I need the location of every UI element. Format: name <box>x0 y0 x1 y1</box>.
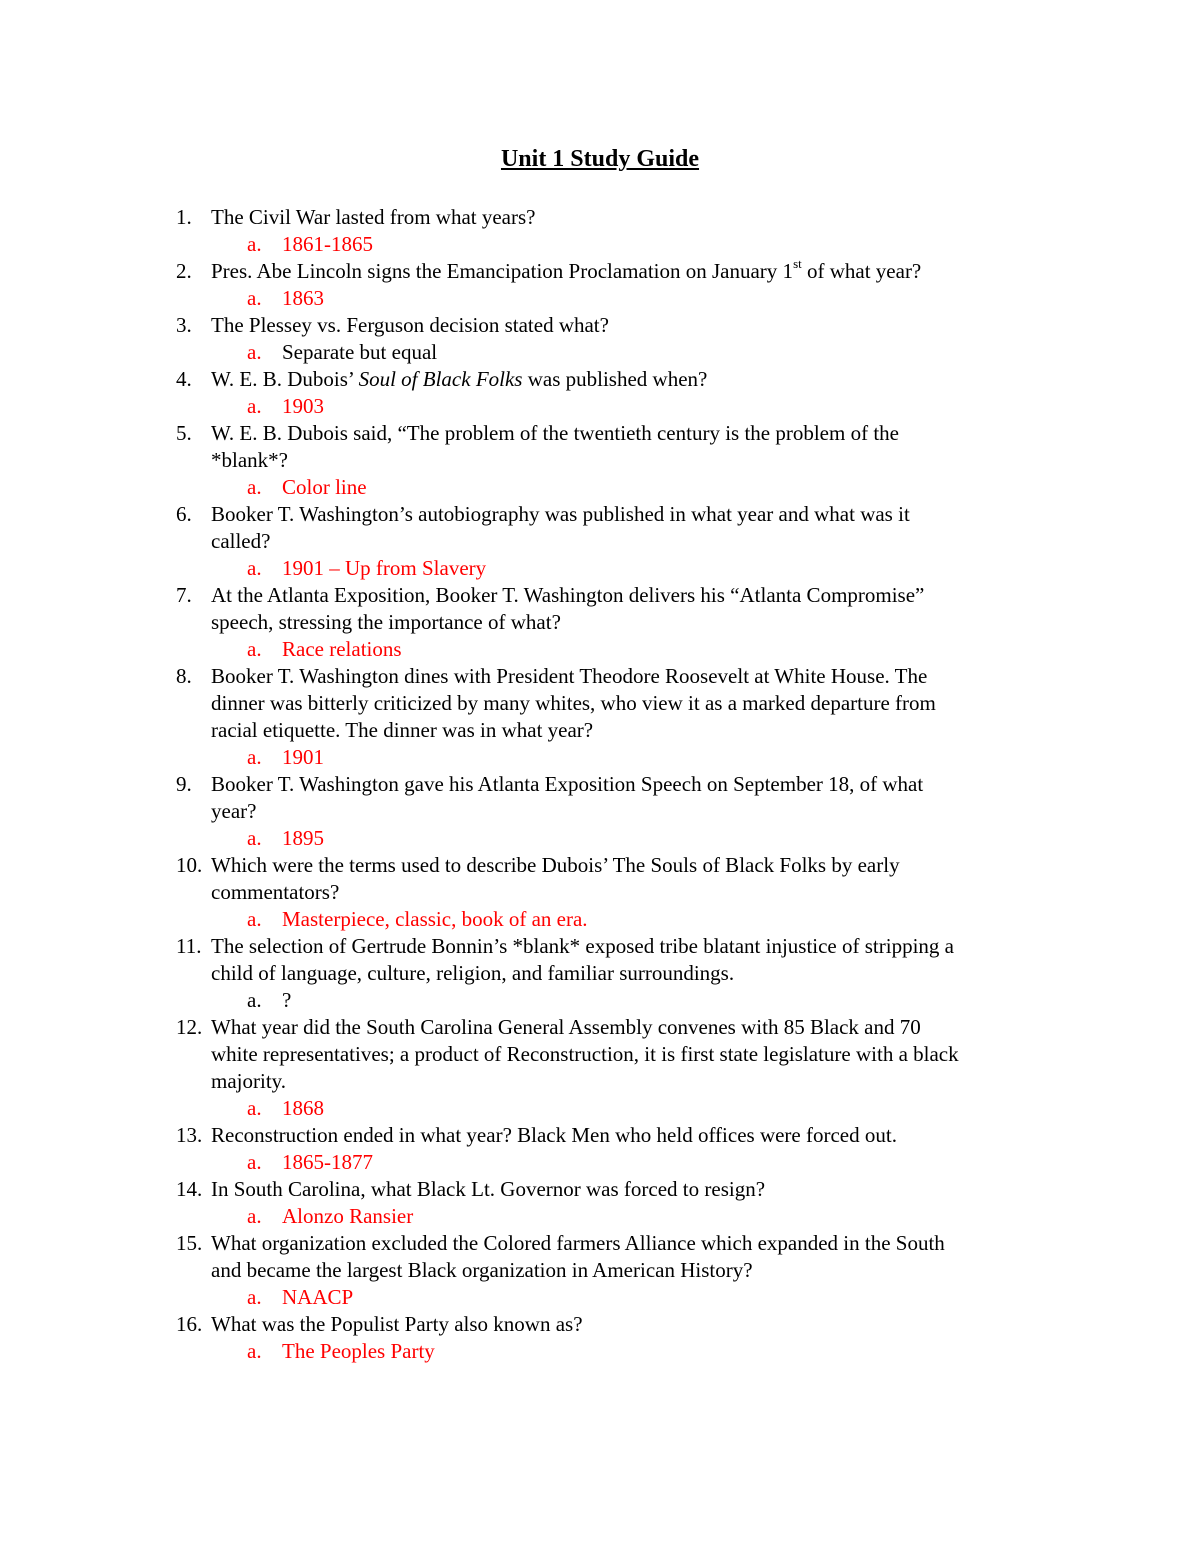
question-text <box>211 258 1056 285</box>
answer-marker: a. <box>247 394 262 418</box>
question-number: 16. <box>176 1312 203 1336</box>
answer-line <box>211 393 1056 420</box>
question-text: Reconstruction ended in what year? Black Men who held offices were forced out. <box>211 1123 897 1147</box>
answer-line <box>211 1149 1056 1176</box>
answer-line <box>211 1284 1056 1311</box>
answer-text: 1868 <box>282 1096 324 1120</box>
answer-line <box>211 744 1056 771</box>
answer-line <box>211 231 1056 258</box>
list-item <box>176 852 1056 933</box>
answer-marker: a. <box>247 745 262 769</box>
question-number: 12. <box>176 1015 203 1039</box>
answer-marker: a. <box>247 232 262 256</box>
answer-text: 1895 <box>282 826 324 850</box>
question-number: 3. <box>176 313 192 337</box>
list-item <box>176 1176 1056 1230</box>
question-number: 11. <box>176 934 202 958</box>
answer-text: Color line <box>282 475 367 499</box>
list-item <box>176 582 1056 663</box>
question-text: speech, stressing the importance of what? <box>211 610 561 634</box>
answer-marker: a. <box>247 286 262 310</box>
ordinal-superscript: st <box>793 256 802 271</box>
question-text: At the Atlanta Exposition, Booker T. Washington delivers his “Atlanta Compromise” <box>211 583 925 607</box>
list-item <box>176 258 1056 312</box>
list-item <box>176 501 1056 582</box>
question-text: W. E. B. Dubois said, “The problem of the twentieth century is the problem of the <box>211 421 899 445</box>
answer-text: ? <box>282 988 292 1012</box>
answer-text: 1901 <box>282 745 324 769</box>
question-number: 14. <box>176 1177 203 1201</box>
question-text <box>211 366 1056 393</box>
answer-line <box>211 906 1056 933</box>
question-text-part: W. E. B. Dubois’ <box>211 367 359 391</box>
answer-marker: a. <box>247 1096 262 1120</box>
answer-text: The Peoples Party <box>282 1339 435 1363</box>
answer-marker: a. <box>247 826 262 850</box>
question-text: *blank*? <box>211 448 288 472</box>
list-item <box>176 204 1056 258</box>
answer-line <box>211 987 1056 1014</box>
answer-text: 1863 <box>282 286 324 310</box>
question-number: 1. <box>176 205 192 229</box>
question-number: 15. <box>176 1231 203 1255</box>
question-number: 6. <box>176 502 192 526</box>
question-text: and became the largest Black organization in American History? <box>211 1258 753 1282</box>
answer-text: 1865-1877 <box>282 1150 373 1174</box>
answer-marker: a. <box>247 1150 262 1174</box>
list-item <box>176 1230 1056 1311</box>
question-text: The Civil War lasted from what years? <box>211 205 536 229</box>
answer-marker: a. <box>247 1339 262 1363</box>
question-text: The Plessey vs. Ferguson decision stated what? <box>211 313 609 337</box>
question-number: 13. <box>176 1123 203 1147</box>
list-item <box>176 366 1056 420</box>
question-list <box>176 204 1056 1365</box>
answer-text: 1901 – Up from Slavery <box>282 556 487 580</box>
answer-text: NAACP <box>282 1285 354 1309</box>
list-item <box>176 771 1056 852</box>
answer-text: 1861-1865 <box>282 232 373 256</box>
list-item <box>176 420 1056 501</box>
question-text: called? <box>211 529 271 553</box>
question-text: The selection of Gertrude Bonnin’s *blank* exposed tribe blatant injustice of stripping a <box>211 934 954 958</box>
answer-line <box>211 555 1056 582</box>
question-number: 10. <box>176 853 203 877</box>
list-item <box>176 312 1056 366</box>
question-text: Which were the terms used to describe Dubois’ The Souls of Black Folks by early <box>211 853 900 877</box>
book-title: Soul of Black Folks <box>358 367 523 391</box>
answer-text: Race relations <box>282 637 402 661</box>
question-text: majority. <box>211 1069 287 1093</box>
answer-line <box>211 474 1056 501</box>
list-item <box>176 663 1056 771</box>
answer-line <box>211 285 1056 312</box>
answer-line <box>211 825 1056 852</box>
list-item <box>176 1122 1056 1176</box>
answer-line <box>211 339 1056 366</box>
answer-marker: a. <box>247 907 262 931</box>
question-number: 4. <box>176 367 192 391</box>
answer-line <box>211 1095 1056 1122</box>
answer-text: 1903 <box>282 394 324 418</box>
answer-marker: a. <box>247 637 262 661</box>
question-text: white representatives; a product of Reconstruction, it is first state legislature with a black <box>211 1042 959 1066</box>
page-title: Unit 1 Study Guide <box>500 146 700 172</box>
question-text: What year did the South Carolina General Assembly convenes with 85 Black and 70 <box>211 1015 921 1039</box>
question-text: What was the Populist Party also known as? <box>211 1312 583 1336</box>
question-text: Booker T. Washington’s autobiography was published in what year and what was it <box>211 502 910 526</box>
question-text: In South Carolina, what Black Lt. Governor was forced to resign? <box>211 1177 766 1201</box>
answer-text: Separate but equal <box>282 340 438 364</box>
question-text: What organization excluded the Colored farmers Alliance which expanded in the South <box>211 1231 945 1255</box>
list-item <box>176 1014 1056 1122</box>
answer-text: Masterpiece, classic, book of an era. <box>282 907 588 931</box>
question-number: 9. <box>176 772 192 796</box>
question-text: racial etiquette. The dinner was in what year? <box>211 718 594 742</box>
question-text-part: Pres. Abe Lincoln signs the Emancipation Proclamation on January 1 <box>211 259 794 283</box>
answer-marker: a. <box>247 988 262 1012</box>
answer-line <box>211 1338 1056 1365</box>
question-text: year? <box>211 799 257 823</box>
question-number: 8. <box>176 664 192 688</box>
answer-marker: a. <box>247 556 262 580</box>
answer-line <box>211 1203 1056 1230</box>
question-text: Booker T. Washington dines with President Theodore Roosevelt at White House. The <box>211 664 928 688</box>
question-text: commentators? <box>211 880 340 904</box>
list-item <box>176 933 1056 1014</box>
list-item <box>176 1311 1056 1365</box>
question-number: 2. <box>176 259 192 283</box>
question-text: child of language, culture, religion, and familiar surroundings. <box>211 961 735 985</box>
question-text: Booker T. Washington gave his Atlanta Exposition Speech on September 18, of what <box>211 772 924 796</box>
answer-text: Alonzo Ransier <box>282 1204 414 1228</box>
question-number: 7. <box>176 583 192 607</box>
answer-marker: a. <box>247 1285 262 1309</box>
answer-marker: a. <box>247 340 262 364</box>
question-text: dinner was bitterly criticized by many whites, who view it as a marked departure from <box>211 691 936 715</box>
answer-marker: a. <box>247 475 262 499</box>
answer-line <box>211 636 1056 663</box>
question-text-part: was published when? <box>522 367 708 391</box>
question-number: 5. <box>176 421 192 445</box>
question-text-part: of what year? <box>801 259 922 283</box>
answer-marker: a. <box>247 1204 262 1228</box>
